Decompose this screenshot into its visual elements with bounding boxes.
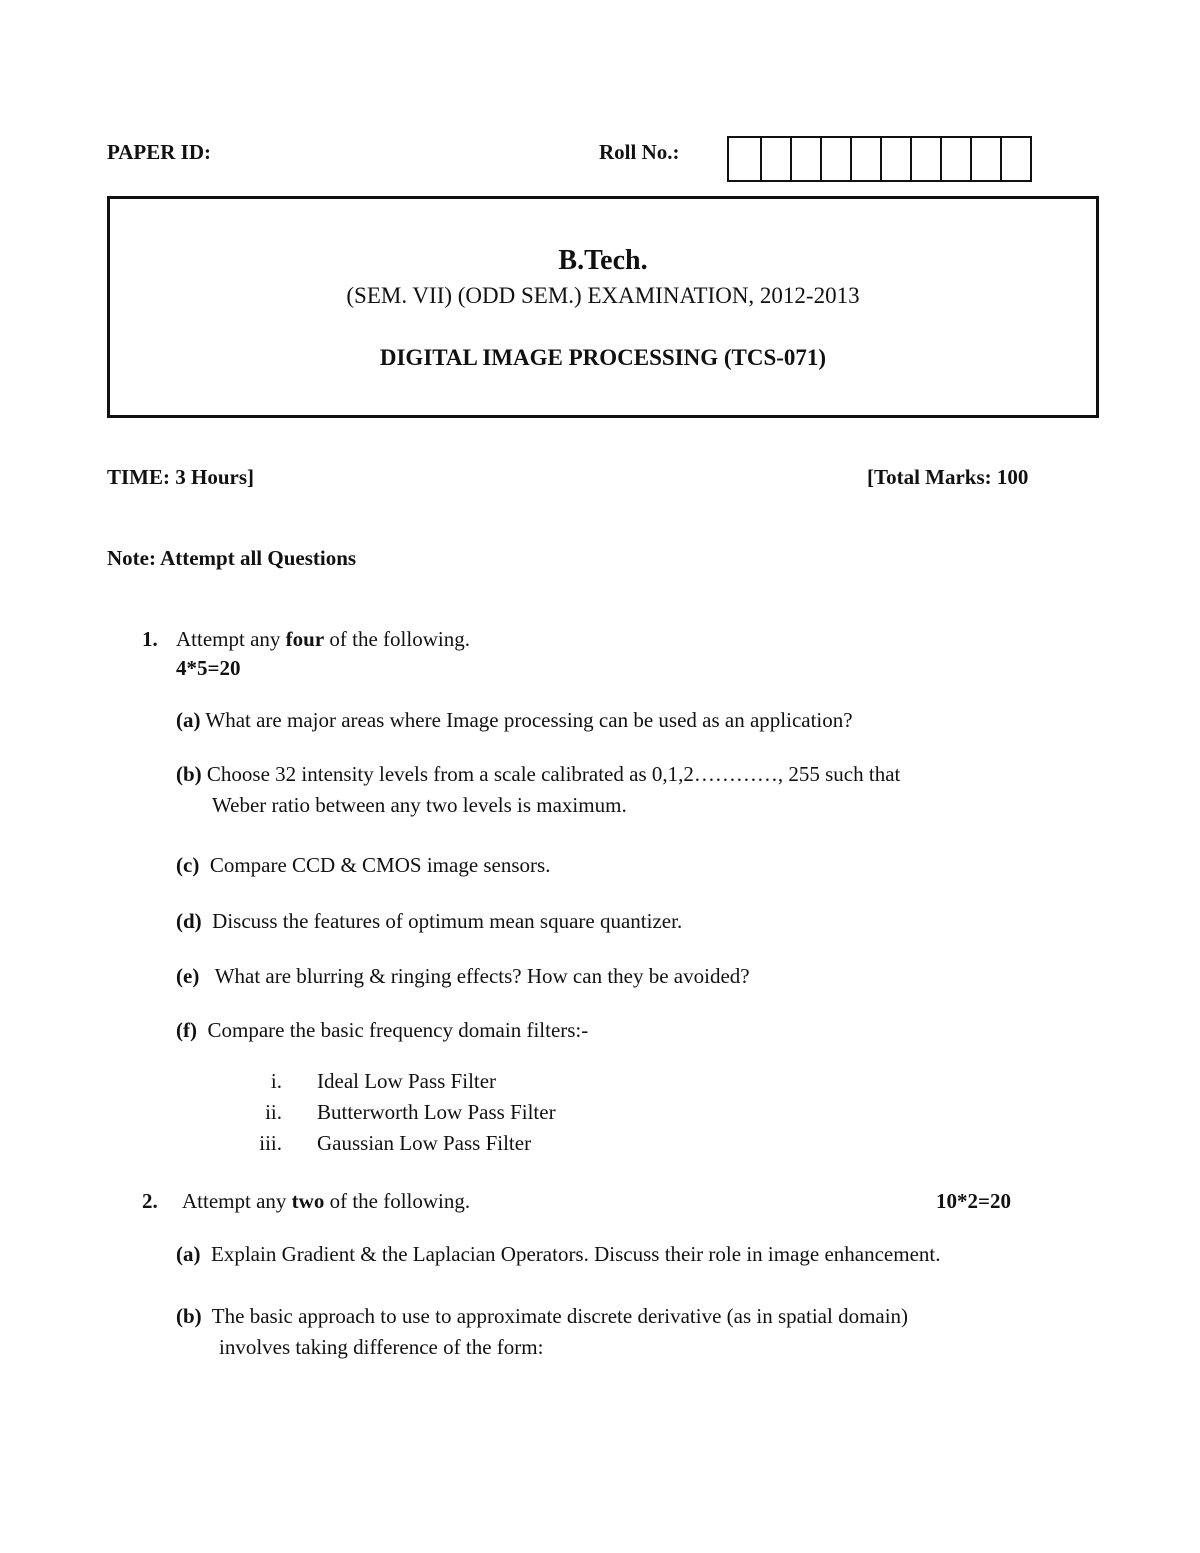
question-2-marks: 10*2=20 bbox=[936, 1189, 1011, 1213]
filter-name: Butterworth Low Pass Filter bbox=[317, 1100, 556, 1124]
roll-box bbox=[792, 138, 822, 180]
filter-name: Gaussian Low Pass Filter bbox=[317, 1131, 532, 1155]
subject-title: DIGITAL IMAGE PROCESSING (TCS-071) bbox=[379, 345, 827, 370]
part-label: (b) bbox=[176, 762, 202, 786]
roll-box bbox=[762, 138, 792, 180]
exam-session: (SEM. VII) (ODD SEM.) EXAMINATION, 2012-2013 bbox=[346, 283, 860, 308]
question-2b bbox=[176, 1304, 1048, 1329]
question-1b bbox=[176, 762, 900, 787]
part-label: (e) bbox=[176, 964, 200, 988]
question-1-instruction bbox=[176, 627, 470, 652]
instruction-count: two bbox=[291, 1189, 325, 1213]
roll-box bbox=[972, 138, 1002, 180]
question-1d bbox=[176, 909, 682, 934]
roll-box bbox=[942, 138, 972, 180]
part-label: (a) bbox=[176, 1242, 201, 1266]
exam-note: Note: Attempt all Questions bbox=[107, 546, 357, 570]
part-text: Choose 32 intensity levels from a scale calibrated as 0,1,2…………, 255 such that bbox=[206, 762, 901, 786]
total-marks: [Total Marks: 100 bbox=[867, 465, 1029, 489]
question-1b-continued: Weber ratio between any two levels is maximum. bbox=[212, 793, 627, 817]
question-1-number: 1. bbox=[142, 627, 158, 651]
part-text: What are major areas where Image processing can be used as an application? bbox=[205, 708, 853, 732]
exam-title-box bbox=[107, 196, 1099, 418]
instruction-count: four bbox=[285, 627, 325, 651]
question-1a bbox=[176, 708, 853, 733]
question-2-number: 2. bbox=[142, 1189, 158, 1213]
question-1c bbox=[176, 853, 550, 878]
filter-number: i. bbox=[270, 1069, 282, 1093]
part-label: (b) bbox=[176, 1304, 202, 1328]
roll-no-label: Roll No.: bbox=[599, 140, 680, 164]
instruction-text: Attempt any bbox=[176, 627, 286, 651]
instruction-text: of the following. bbox=[324, 1189, 471, 1213]
part-text: Compare CCD & CMOS image sensors. bbox=[209, 853, 551, 877]
question-2a bbox=[176, 1242, 941, 1267]
filter-number: iii. bbox=[259, 1131, 282, 1155]
exam-time: TIME: 3 Hours] bbox=[107, 465, 254, 489]
roll-box bbox=[912, 138, 942, 180]
paper-id-label: PAPER ID: bbox=[107, 140, 212, 164]
question-1e bbox=[176, 964, 750, 989]
roll-box bbox=[822, 138, 852, 180]
question-1f bbox=[176, 1018, 588, 1043]
filter-number: ii. bbox=[265, 1100, 282, 1124]
question-1-marks: 4*5=20 bbox=[176, 656, 241, 680]
part-text: What are blurring & ringing effects? How can they be avoided? bbox=[214, 964, 750, 988]
degree-title: B.Tech. bbox=[558, 245, 648, 276]
instruction-text: of the following. bbox=[324, 627, 470, 651]
roll-number-boxes bbox=[727, 136, 1032, 182]
roll-box bbox=[852, 138, 882, 180]
roll-box bbox=[882, 138, 912, 180]
part-label: (a) bbox=[176, 708, 201, 732]
roll-box bbox=[1002, 138, 1032, 180]
roll-box bbox=[729, 138, 762, 180]
part-text: Explain Gradient & the Laplacian Operators. Discuss their role in image enhancement. bbox=[211, 1242, 941, 1266]
part-label: (c) bbox=[176, 853, 200, 877]
question-2b-first-line bbox=[176, 1304, 1048, 1329]
part-label: (f) bbox=[176, 1018, 197, 1042]
part-text: The basic approach to use to approximate discrete derivative (as in spatial domain) bbox=[211, 1304, 909, 1328]
filter-name: Ideal Low Pass Filter bbox=[317, 1069, 497, 1093]
instruction-text: Attempt any bbox=[182, 1189, 292, 1213]
part-text: Discuss the features of optimum mean square quantizer. bbox=[212, 909, 683, 933]
question-2b-continued: involves taking difference of the form: bbox=[219, 1335, 544, 1359]
question-2-instruction bbox=[182, 1189, 470, 1214]
part-text: Compare the basic frequency domain filters:- bbox=[207, 1018, 589, 1042]
part-label: (d) bbox=[176, 909, 202, 933]
